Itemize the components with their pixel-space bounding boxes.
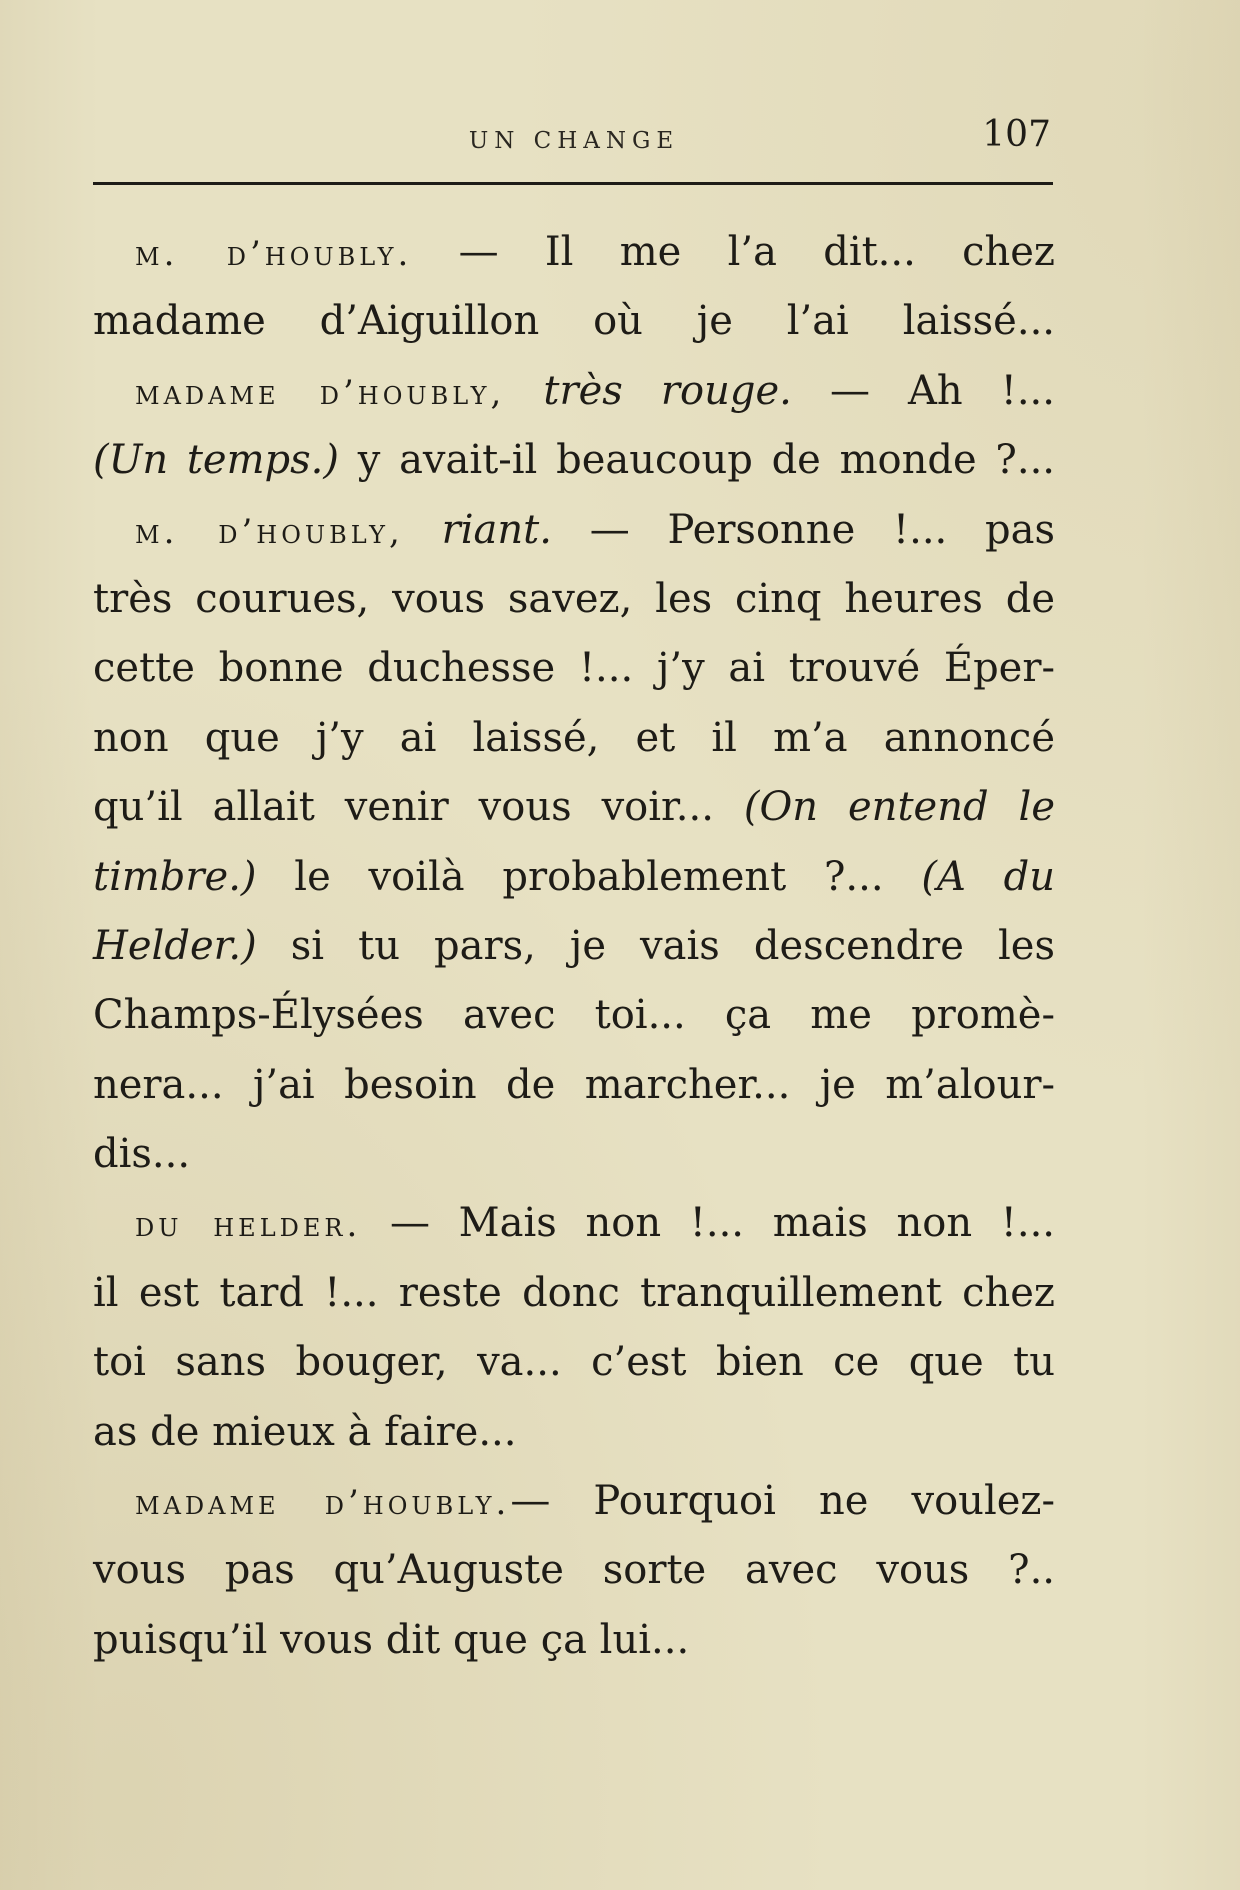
page-number: 107	[982, 114, 1051, 155]
dialogue-fragment: nera... j’ai besoin de marcher... je m’alour-	[93, 1061, 1055, 1108]
dialogue-fragment: Champs-Élysées avec toi... ça me promè-	[93, 992, 1055, 1039]
stage-direction: Helder.)	[93, 922, 257, 969]
text-line	[93, 1120, 1055, 1189]
text-line	[93, 496, 1055, 565]
dialogue-fragment: y avait-il beaucoup de monde ?...	[338, 437, 1056, 484]
dialogue-fragment: as de mieux à faire...	[93, 1408, 517, 1455]
text-line	[93, 426, 1055, 495]
speaker-name: madame d’houbly.	[135, 1483, 511, 1524]
text-line	[93, 565, 1055, 634]
text-line	[93, 773, 1055, 842]
text-line	[93, 912, 1055, 981]
text-line	[93, 1051, 1055, 1120]
dialogue-fragment: vous pas qu’Auguste sorte avec vous ?..	[93, 1547, 1055, 1594]
stage-direction: timbre.)	[93, 853, 257, 900]
text-line	[93, 218, 1055, 287]
dialogue-fragment: il est tard !... reste donc tranquillement chez	[93, 1269, 1055, 1316]
text-line	[93, 1536, 1055, 1605]
speaker-name: m. d’houbly.	[135, 234, 413, 274]
text-line	[93, 704, 1055, 773]
text-line	[93, 1606, 1055, 1675]
dialogue-fragment: si tu pars, je vais descendre les	[256, 922, 1055, 969]
header-rule	[93, 182, 1053, 185]
dialogue-fragment: cette bonne duchesse !... j’y ai trouvé Éper-	[93, 645, 1055, 692]
text-line	[93, 1259, 1055, 1328]
dialogue-fragment	[505, 368, 543, 414]
dialogue-fragment: — Pourquoi ne voulez-	[510, 1478, 1055, 1525]
dialogue-fragment: le voilà probablement ?...	[256, 853, 922, 900]
text-line	[93, 981, 1055, 1050]
book-page	[93, 112, 1055, 1675]
stage-direction: (On entend le	[743, 784, 1055, 831]
dialogue-fragment: très courues, vous savez, les cinq heures de	[93, 575, 1055, 622]
dialogue-fragment: qu’il allait venir vous voir...	[93, 784, 744, 831]
text-line	[93, 1328, 1055, 1397]
dialogue-text	[93, 218, 1055, 1675]
speaker-name: m. d’houbly,	[135, 511, 404, 552]
dialogue-fragment: madame d’Aiguillon où je l’ai laissé...	[93, 298, 1055, 345]
text-line	[93, 357, 1055, 426]
speaker-name: du helder.	[135, 1205, 362, 1246]
dialogue-fragment: — Mais non !... mais non !...	[361, 1200, 1055, 1247]
text-line	[93, 634, 1055, 703]
stage-direction: très rouge.	[543, 367, 792, 414]
stage-direction: (Un temps.)	[93, 437, 339, 484]
text-line	[93, 1398, 1055, 1467]
text-line	[93, 1189, 1055, 1258]
running-title: UN CHANGE	[468, 128, 680, 154]
dialogue-fragment	[404, 507, 442, 553]
dialogue-fragment: — Personne !... pas	[551, 506, 1056, 553]
dialogue-fragment: — Il me l’a dit... chez	[412, 229, 1056, 275]
speaker-name: madame d’houbly,	[135, 372, 506, 413]
dialogue-fragment: dis...	[93, 1131, 191, 1178]
stage-direction: riant.	[441, 506, 552, 553]
dialogue-fragment: puisqu’il vous dit que ça lui...	[93, 1616, 690, 1663]
dialogue-fragment: — Ah !...	[791, 367, 1055, 414]
dialogue-fragment: non que j’y ai laissé, et il m’a annoncé	[93, 714, 1055, 761]
text-line	[93, 287, 1055, 356]
text-line	[93, 843, 1055, 912]
running-header	[93, 112, 1055, 174]
text-line	[93, 1467, 1055, 1536]
stage-direction: (A du	[921, 853, 1055, 900]
dialogue-fragment: toi sans bouger, va... c’est bien ce que tu	[93, 1339, 1055, 1386]
